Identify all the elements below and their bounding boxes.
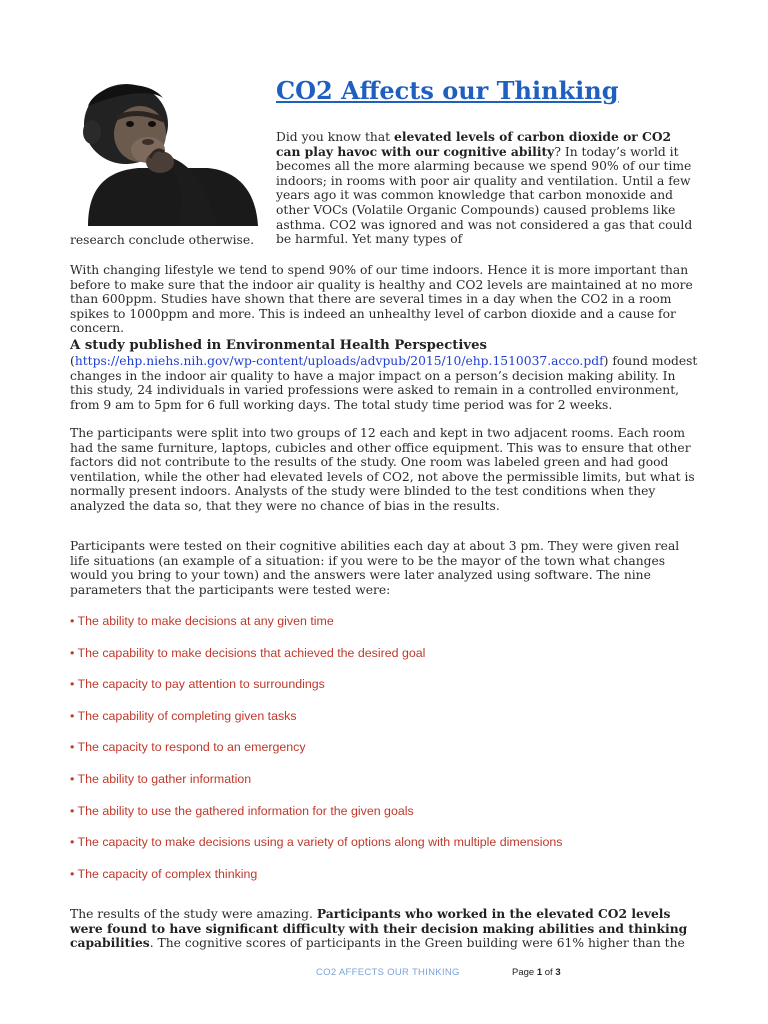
page-total: 3	[555, 967, 561, 978]
intro-rest: ? In today’s world it becomes all the more alarming because we spend 90% of our time indoors; in rooms with poor air quality and ventilation. Until a few years ago it was common knowledge that carbon monoxide and other VOCs (Volatile Organic Compounds) caused problems like asthma. CO2 was ignored and was not considered a gas that could be harmful. Yet many types of	[276, 144, 693, 247]
lifestyle-paragraph: With changing lifestyle we tend to spend 90% of our time indoors. Hence it is more important than before to make sure that the indoor air quality is healthy and CO2 levels are maintained at no more than 600ppm. Studies have shown that there are several times in a day when the CO2 in a room spikes to 1000ppm and more. This is indeed an unhealthy level of carbon dioxide and a cause for concern.	[70, 263, 693, 336]
results-paragraph	[70, 907, 700, 951]
participants-paragraph: The participants were split into two groups of 12 each and kept in two adjacent rooms. Each room had the same furniture, laptops, cubicles and other office equipment. This was to ensure that other factors did not contribute to the results of the study. One room was labeled green and had good ventilation, while the other had elevated levels of CO2, not above the permissible limits, but what is normally present indoors. Analysts of the study were blinded to the test conditions when they analyzed the data so, that they were no chance of bias in the results.	[70, 426, 695, 513]
list-item: • The capability to make decisions that achieved the desired goal	[70, 645, 426, 660]
intro-bold: elevated levels of carbon dioxide or CO2 can play havoc with our cognitive ability	[276, 129, 672, 159]
testing-paragraph: Participants were tested on their cognitive abilities each day at about 3 pm. They were given real life situations (an example of a situation: if you were to be the mayor of the town what changes would you bring to your town) and the answers were later analyzed using software. The nine parameters that the participants were tested were:	[70, 539, 680, 597]
list-item: • The capacity to respond to an emergency	[70, 740, 306, 755]
intro-tail: research conclude otherwise.	[70, 233, 255, 247]
list-item: • The capability of completing given tasks	[70, 708, 297, 723]
intro-lead: Did you know that	[276, 130, 395, 144]
results-bold: Participants who worked in the elevated CO2 levels were found to have significant difficulty with their decision making abilities and thinking capabilities	[70, 906, 688, 951]
list-item: • The ability to make decisions at any given time	[70, 614, 334, 628]
list-item: • The ability to use the gathered information for the given goals	[70, 803, 414, 818]
intro-paragraph	[276, 130, 696, 247]
parameter-list	[70, 614, 700, 898]
results-lead: The results of the study were amazing.	[70, 907, 317, 921]
page-current: 1	[536, 967, 543, 978]
page-footer	[0, 967, 768, 981]
page-number	[512, 967, 561, 978]
footer-title: CO2 AFFECTS OUR THINKING	[316, 967, 460, 978]
page-title: CO2 Affects our Thinking	[276, 76, 619, 105]
list-item: • The ability to gather information	[70, 771, 252, 786]
results-rest: . The cognitive scores of participants in the Green building were 61% higher than the	[149, 936, 685, 951]
study-rest: ) found modest changes in the indoor air quality to have a major impact on a person’s decision making ability. In this study, 24 individuals in varied professions were asked to remain in a controlled environment, from 9 am to 5pm for 6 full working days. The total study time period was for 2 weeks.	[70, 354, 698, 412]
monkey-image	[68, 76, 258, 226]
study-paragraph	[70, 354, 700, 412]
page-label: Page	[512, 967, 537, 978]
study-link[interactable]: https://ehp.niehs.nih.gov/wp-content/uploads/advpub/2015/10/ehp.1510037.acco.pdf	[74, 354, 604, 368]
list-item: • The capacity to pay attention to surroundings	[70, 677, 325, 692]
paren-open: (	[70, 354, 75, 368]
list-item: • The capacity of complex thinking	[70, 866, 258, 881]
study-heading: A study published in Environmental Health Perspectives	[70, 338, 487, 353]
list-item: • The capacity to make decisions using a variety of options along with multiple dimensions	[70, 835, 563, 850]
page-of: of	[542, 967, 556, 978]
